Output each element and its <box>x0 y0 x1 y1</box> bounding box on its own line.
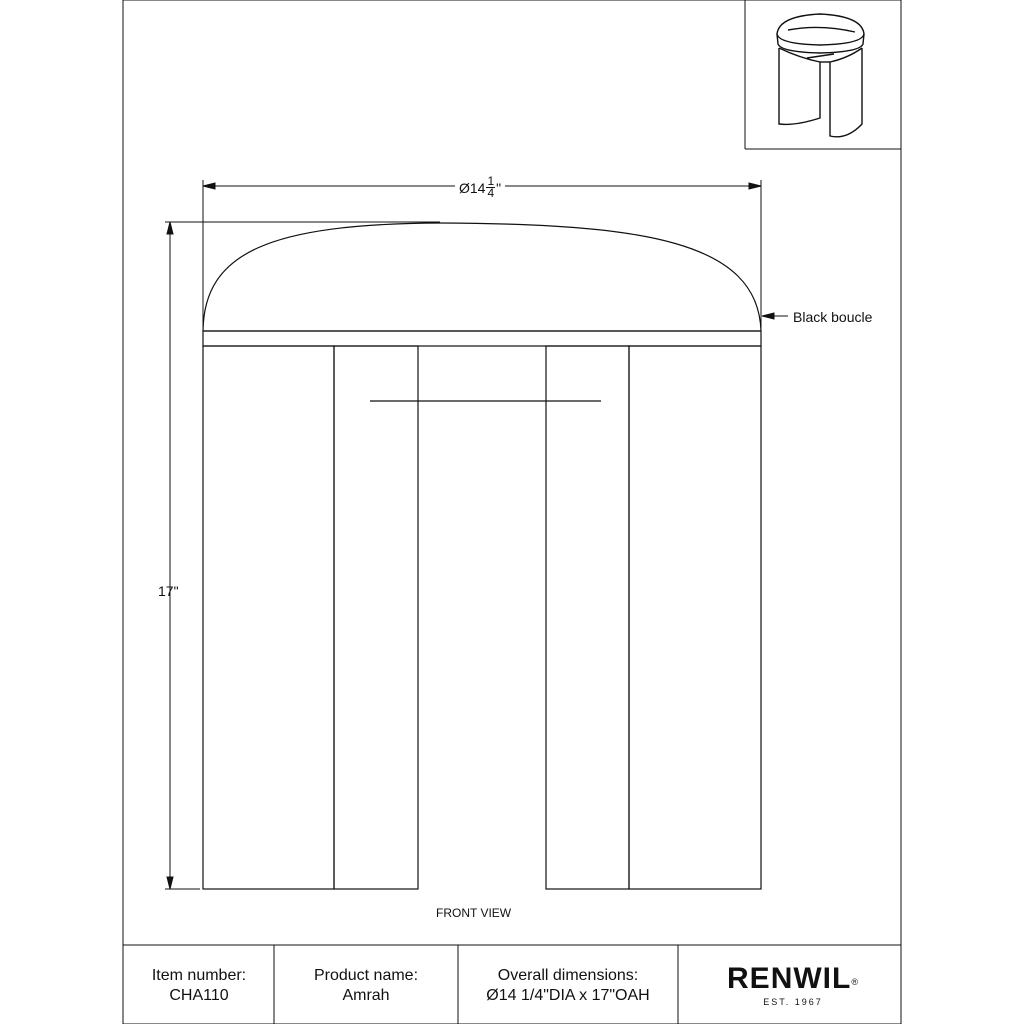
width-dimension-fraction <box>486 176 495 199</box>
overall-dimensions-value: Ø14 1/4"DIA x 17"OAH <box>486 987 650 1004</box>
brand-tagline: EST. 1967 <box>763 997 823 1007</box>
width-dimension-unit: " <box>496 179 502 196</box>
left-leg <box>203 346 334 889</box>
product-name-value: Amrah <box>342 987 390 1004</box>
product-name-label: Product name: <box>313 967 419 984</box>
material-callout-arrow <box>762 313 788 319</box>
width-dimension-value: Ø14 <box>459 179 486 196</box>
material-callout-label: Black boucle <box>793 309 873 325</box>
right-leg <box>629 346 761 889</box>
seat-cushion <box>203 223 761 346</box>
sheet-border <box>123 0 901 1024</box>
item-number-cell <box>124 966 274 1006</box>
thumbnail-view <box>745 0 901 149</box>
height-dimension <box>165 222 440 889</box>
fraction-denominator: 4 <box>487 186 495 200</box>
left-inner-leg <box>334 346 418 889</box>
registered-mark-icon: ® <box>851 977 859 987</box>
stool-base <box>203 346 761 889</box>
brand-logo <box>718 962 868 1007</box>
width-dimension-label <box>455 176 505 199</box>
width-dimension <box>203 180 761 330</box>
overall-dimensions-cell <box>460 966 676 1006</box>
item-number-label: Item number: <box>151 967 247 984</box>
right-inner-leg <box>546 346 629 889</box>
view-label: FRONT VIEW <box>436 906 512 920</box>
overall-dimensions-label: Overall dimensions: <box>497 967 639 984</box>
brand-name: RENWIL <box>727 962 852 995</box>
item-number-value: CHA110 <box>169 987 229 1004</box>
product-name-cell <box>276 966 456 1006</box>
brand-logo-wordmark <box>718 962 868 996</box>
height-dimension-label: 17" <box>158 583 179 599</box>
stool-thumbnail-icon <box>777 14 864 137</box>
fraction-numerator: 1 <box>487 174 495 188</box>
